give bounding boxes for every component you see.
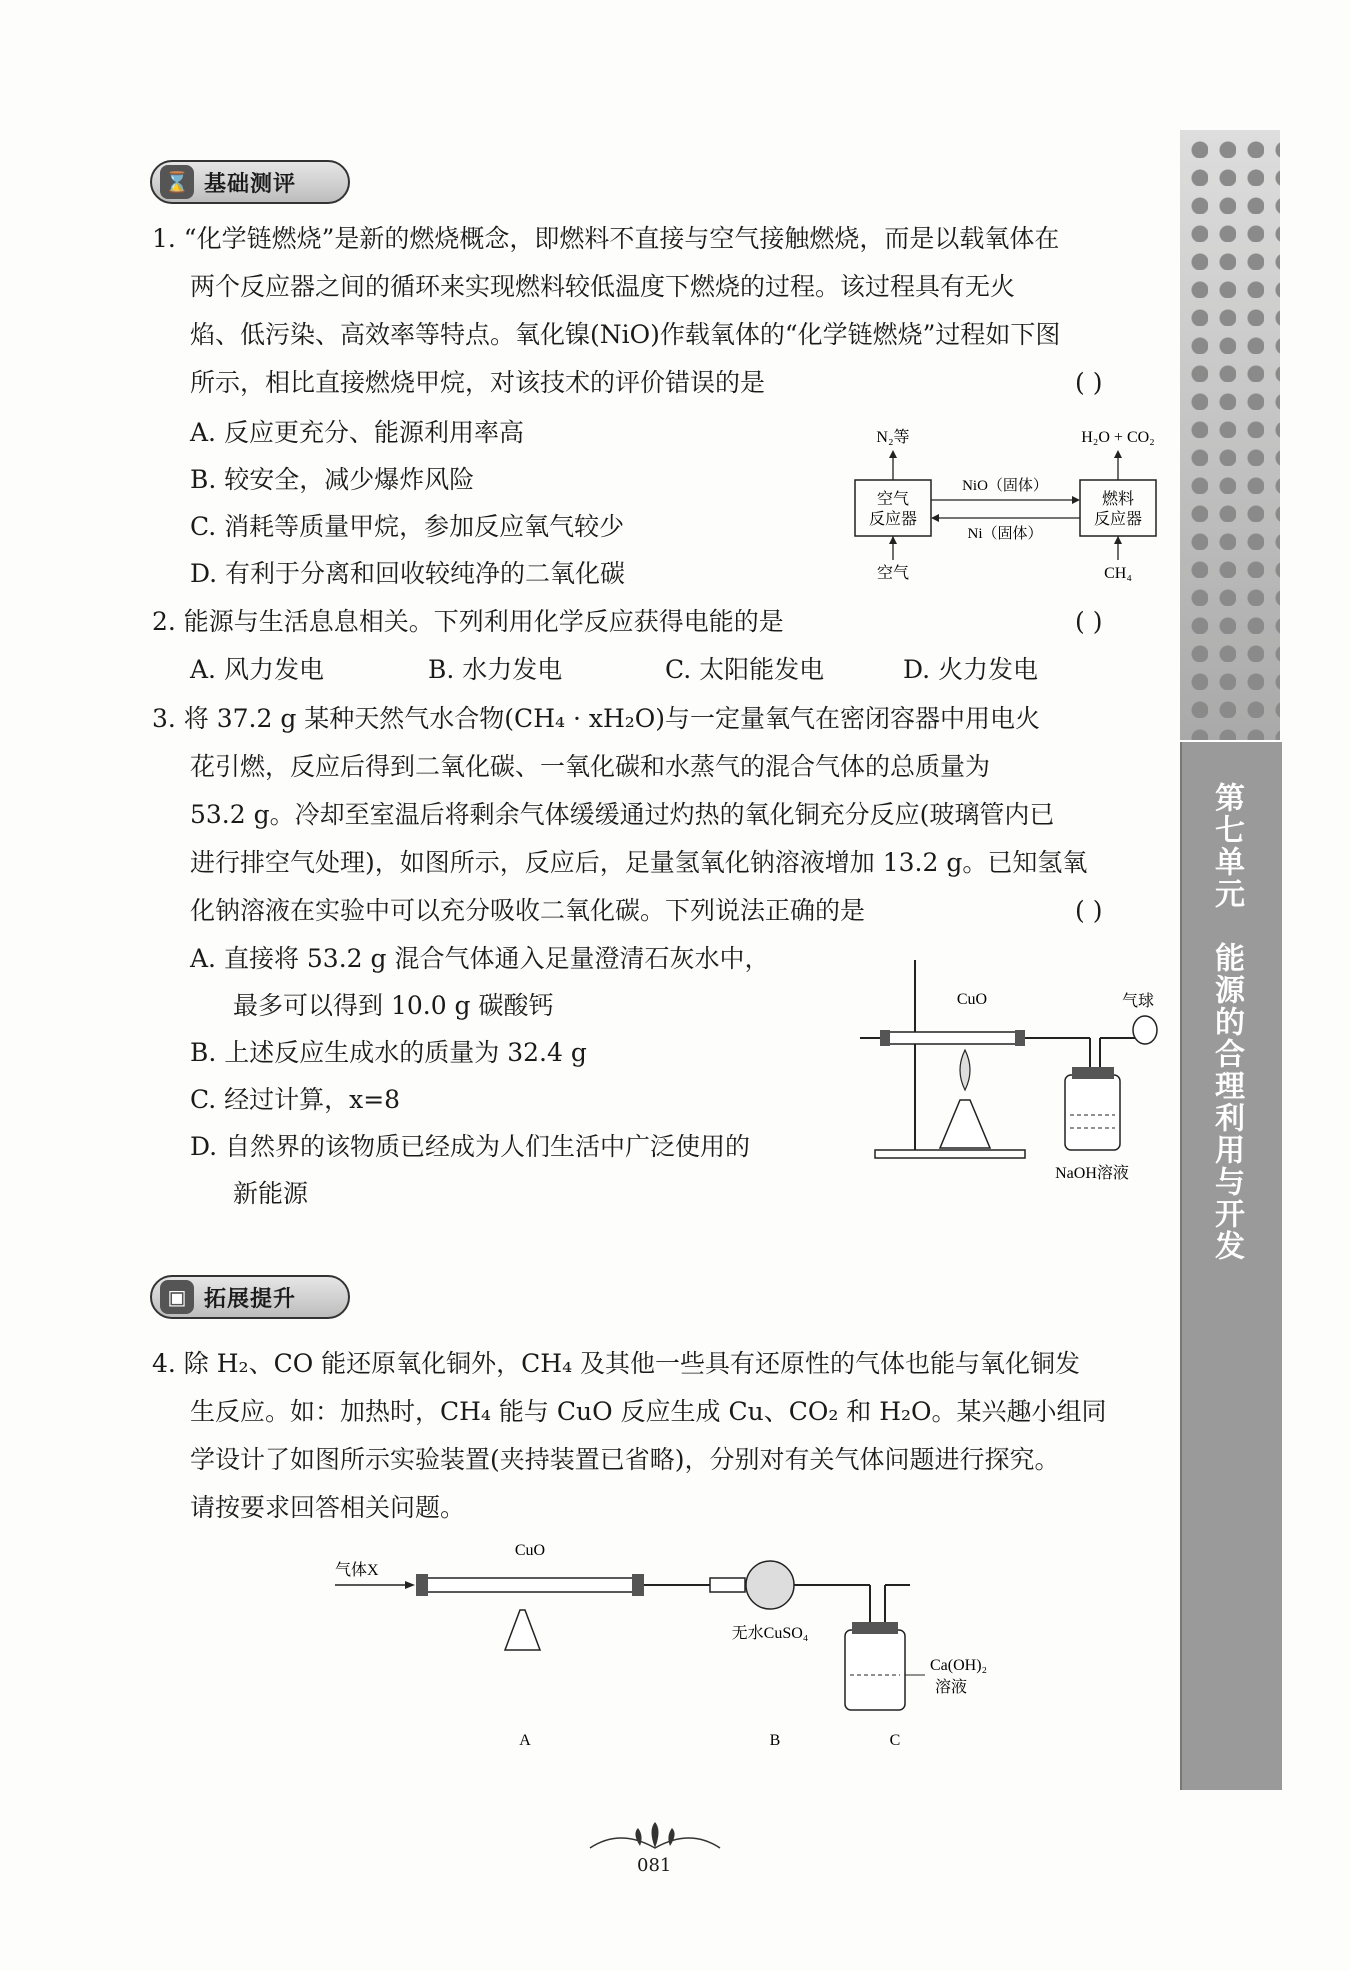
naoh-label: NaOH溶液 (1055, 1165, 1129, 1182)
left-box-label-2: 反应器 (868, 511, 918, 528)
cuo-label: CuO (956, 991, 988, 1008)
floppy-disk-icon: ▣ (160, 1280, 194, 1314)
bottom-right-label: CH₄ (1104, 565, 1132, 582)
section-title: 基础测评 (204, 171, 297, 197)
option-c: C. 经过计算，x=8 (190, 1085, 401, 1114)
hourglass-icon: ⌛ (160, 165, 194, 199)
answer-paren: ( ) (1075, 368, 1103, 397)
q4-line-1: 4. 除 H₂、CO 能还原氧化铜外，CH₄ 及其他一些具有还原性的气体也能与氧化铜发 (152, 1349, 1081, 1378)
q4-line-3: 学设计了如图所示实验装置(夹持装置已省略)，分别对有关气体问题进行探究。 (190, 1445, 1060, 1474)
left-box-label-1: 空气 (876, 491, 910, 508)
option-a: A. 直接将 53.2 g 混合气体通入足量澄清石灰水中， (190, 944, 770, 973)
chapter-title: 第七单元 能源的合理利用与开发 (1209, 782, 1244, 1262)
solution-label: 溶液 (935, 1679, 968, 1696)
label-b: B (769, 1732, 781, 1749)
q3-apparatus-diagram (860, 950, 1170, 1190)
right-box-label-1: 燃料 (1101, 491, 1135, 508)
chapter-sidebar (1180, 130, 1280, 1790)
label-a: A (519, 1732, 531, 1749)
section-tag-basic (150, 160, 350, 204)
section-title: 拓展提升 (204, 1286, 297, 1312)
sidebar-dot-pattern (1180, 130, 1280, 740)
balloon-label: 气球 (1121, 993, 1155, 1010)
q1-line-1: 1. “化学链燃烧”是新的燃烧概念，即燃料不直接与空气接触燃烧，而是以载氧体在 (152, 224, 1060, 253)
page-number: 081 (637, 1855, 672, 1876)
floral-ornament-icon (580, 1820, 730, 1860)
option-b: B. 水力发电 (428, 655, 563, 684)
q1-line-4: 所示，相比直接燃烧甲烷，对该技术的评价错误的是 (190, 368, 766, 397)
gas-x-label: 气体X (335, 1562, 379, 1579)
option-d-cont: 新能源 (233, 1179, 309, 1208)
chemical-loop-diagram (840, 420, 1170, 590)
bottom-left-label: 空气 (876, 565, 910, 582)
answer-paren: ( ) (1075, 607, 1103, 636)
label-c: C (889, 1732, 901, 1749)
q1-line-2: 两个反应器之间的循环来实现燃料较低温度下燃烧的过程。该过程具有无火 (190, 272, 1016, 301)
right-box-label-2: 反应器 (1093, 511, 1143, 528)
arrow-top-label: NiO（固体） (962, 478, 1048, 494)
answer-paren: ( ) (1075, 896, 1103, 925)
option-c: C. 消耗等质量甲烷，参加反应氧气较少 (190, 512, 625, 541)
option-d: D. 有利于分离和回收较纯净的二氧化碳 (190, 559, 626, 588)
q3-line-5: 化钠溶液在实验中可以充分吸收二氧化碳。下列说法正确的是 (190, 896, 866, 925)
option-a: A. 反应更充分、能源利用率高 (190, 418, 524, 447)
q3-line-2: 花引燃，反应后得到二氧化碳、一氧化碳和水蒸气的混合气体的总质量为 (190, 752, 991, 781)
q3-line-4: 进行排空气处理)，如图所示，反应后，足量氢氧化钠溶液增加 13.2 g。已知氢氧 (190, 848, 1088, 877)
top-left-label: N₂等 (876, 429, 910, 446)
cuso4-label: 无水CuSO₄ (731, 1625, 809, 1642)
q3-line-3: 53.2 g。冷却至室温后将剩余气体缓缓通过灼热的氧化铜充分反应(玻璃管内已 (190, 800, 1055, 829)
q2-text: 2. 能源与生活息息相关。下列利用化学反应获得电能的是 (152, 607, 784, 636)
sidebar-tab (1180, 742, 1282, 1790)
top-right-label: H₂O + CO₂ (1081, 429, 1155, 446)
q1-line-3: 焰、低污染、高效率等特点。氧化镍(NiO)作载氧体的“化学链燃烧”过程如下图 (190, 320, 1061, 349)
arrow-bottom-label: Ni（固体） (967, 526, 1043, 542)
section-tag-extension (150, 1275, 350, 1319)
option-c: C. 太阳能发电 (665, 655, 825, 684)
cuo-label: CuO (514, 1542, 546, 1559)
option-d: D. 火力发电 (903, 655, 1039, 684)
q4-line-4: 请按要求回答相关问题。 (190, 1493, 466, 1522)
option-b: B. 较安全，减少爆炸风险 (190, 465, 475, 494)
option-d: D. 自然界的该物质已经成为人们生活中广泛使用的 (190, 1132, 751, 1161)
q4-apparatus-diagram (330, 1530, 1030, 1760)
caoh-label: Ca(OH)₂ (930, 1657, 988, 1674)
option-a: A. 风力发电 (190, 655, 324, 684)
option-a-cont: 最多可以得到 10.0 g 碳酸钙 (233, 991, 554, 1020)
q4-line-2: 生反应。如：加热时，CH₄ 能与 CuO 反应生成 Cu、CO₂ 和 H₂O。某兴趣小组同 (190, 1397, 1107, 1426)
q3-line-1: 3. 将 37.2 g 某种天然气水合物(CH₄ · xH₂O)与一定量氧气在密闭容器中用电火 (152, 704, 1041, 733)
option-b: B. 上述反应生成水的质量为 32.4 g (190, 1038, 587, 1067)
